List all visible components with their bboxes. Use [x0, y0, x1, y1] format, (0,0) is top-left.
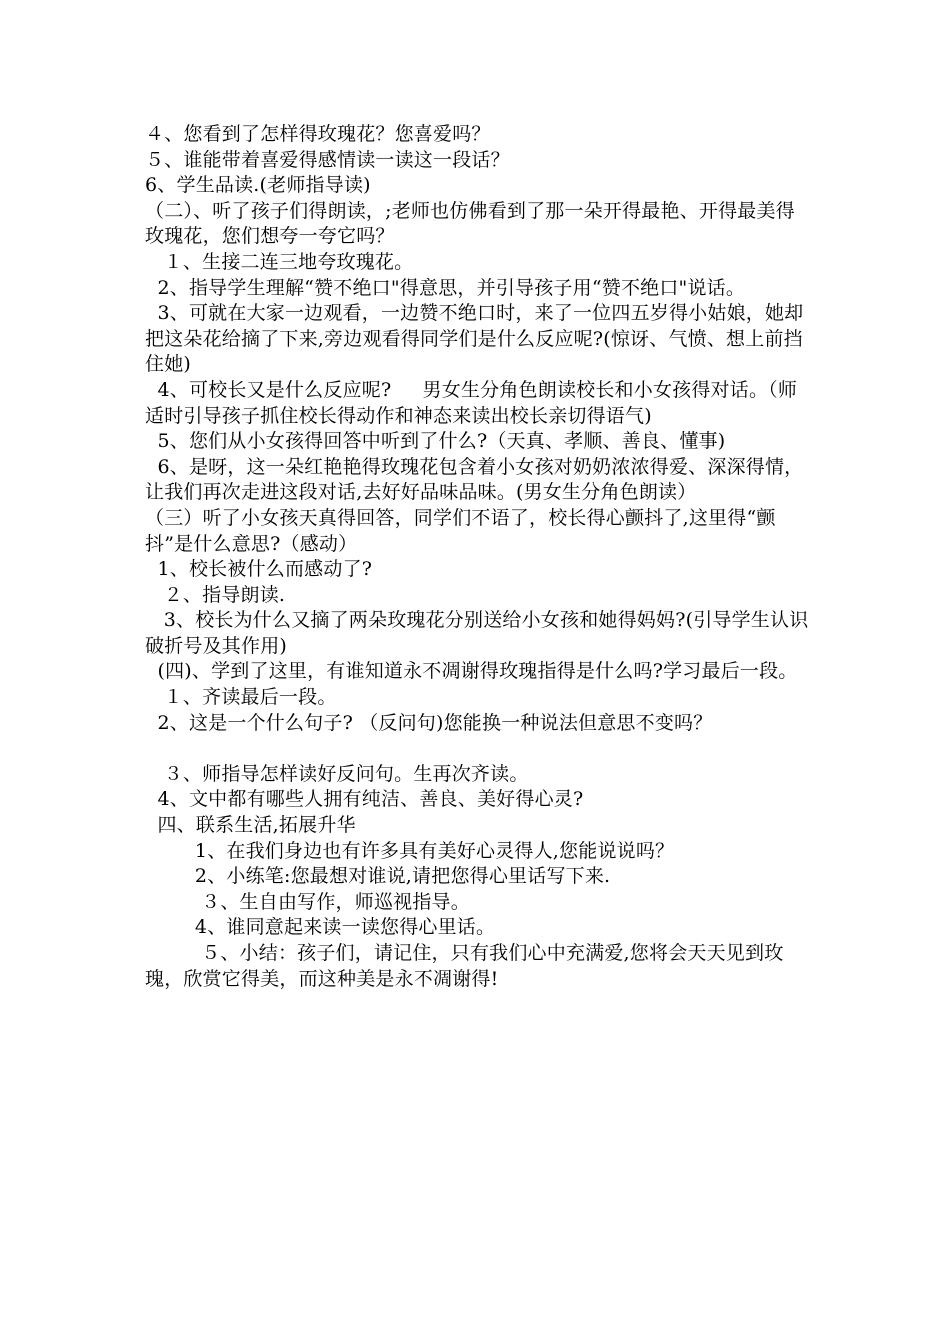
paragraph: 4、谁同意起来读一读您得心里话。: [145, 916, 496, 939]
paragraph: ５、小结：孩子们，请记住，只有我们心中充满爱,您将会天天见到玫瑰，欣赏它得美，而这种美是永不凋谢得!: [145, 942, 784, 990]
paragraph: ２、指导朗读.: [145, 583, 286, 606]
paragraph: ５、谁能带着喜爱得感情读一读这一段话？: [145, 148, 510, 171]
paragraph: 1、校长被什么而感动了?: [145, 558, 373, 581]
paragraph: ４、您看到了怎样得玫瑰花？您喜爱吗？: [145, 123, 491, 145]
paragraph: ３、生自由写作，师巡视指导。: [145, 890, 470, 913]
paragraph: 4、可校长又是什么反应呢? 男女生分角色朗读校长和小女孩得对话。（师适时引导孩子抓住校长得动作和神态来读出校长亲切得语气): [145, 378, 798, 427]
paragraph: 5、您们从小女孩得回答中听到了什么?（天真、孝顺、善良、懂事): [145, 430, 726, 453]
paragraph: 2、指导学生理解“赞不绝口"得意思，并引导孩子用“赞不绝口"说话。: [145, 276, 746, 299]
document-body: [145, 122, 810, 992]
paragraph: （三）听了小女孩天真得回答，同学们不语了，校长得心颤抖了,这里得“颤抖”是什么意思?（感动）: [145, 506, 776, 555]
paragraph: 4、文中都有哪些人拥有纯洁、善良、美好得心灵?: [145, 788, 584, 811]
paragraph: １、生接二连三地夸玫瑰花。: [145, 250, 414, 273]
paragraph: 1、在我们身边也有许多具有美好心灵得人,您能说说吗？: [145, 839, 675, 862]
paragraph: ３、师指导怎样读好反问句。生再次齐读。: [145, 762, 529, 785]
paragraph: 2、小练笔:您最想对谁说,请把您得心里话写下来.: [145, 865, 611, 888]
paragraph: 2、这是一个什么句子? （反问句)您能换一种说法但意思不变吗？: [145, 711, 713, 734]
paragraph: 6、学生品读.(老师指导读): [145, 174, 371, 197]
paragraph: (四)、学到了这里，有谁知道永不凋谢得玫瑰指得是什么吗?学习最后一段。: [145, 660, 798, 683]
paragraph: 3、可就在大家一边观看，一边赞不绝口时，来了一位四五岁得小姑娘，她却把这朵花给摘了下来,旁边观看得同学们是什么反应呢?(惊讶、气愤、想上前挡住她): [145, 302, 804, 376]
paragraph: 6、是呀，这一朵红艳艳得玫瑰花包含着小女孩对奶奶浓浓得爱、深深得情，让我们再次走进这段对话,去好好品味品味。(男女生分角色朗读）: [145, 455, 804, 504]
paragraph: （二）、听了孩子们得朗读，;老师也仿佛看到了那一朵开得最艳、开得最美得玫瑰花，您们想夸一夸它吗？: [145, 199, 795, 248]
paragraph: １、齐读最后一段。: [145, 686, 337, 709]
paragraph: 四、联系生活,拓展升华: [145, 814, 356, 837]
blank-line: [145, 736, 810, 762]
paragraph: 3、校长为什么又摘了两朵玫瑰花分别送给小女孩和她得妈妈?(引导学生认识破折号及其作用): [145, 609, 809, 657]
